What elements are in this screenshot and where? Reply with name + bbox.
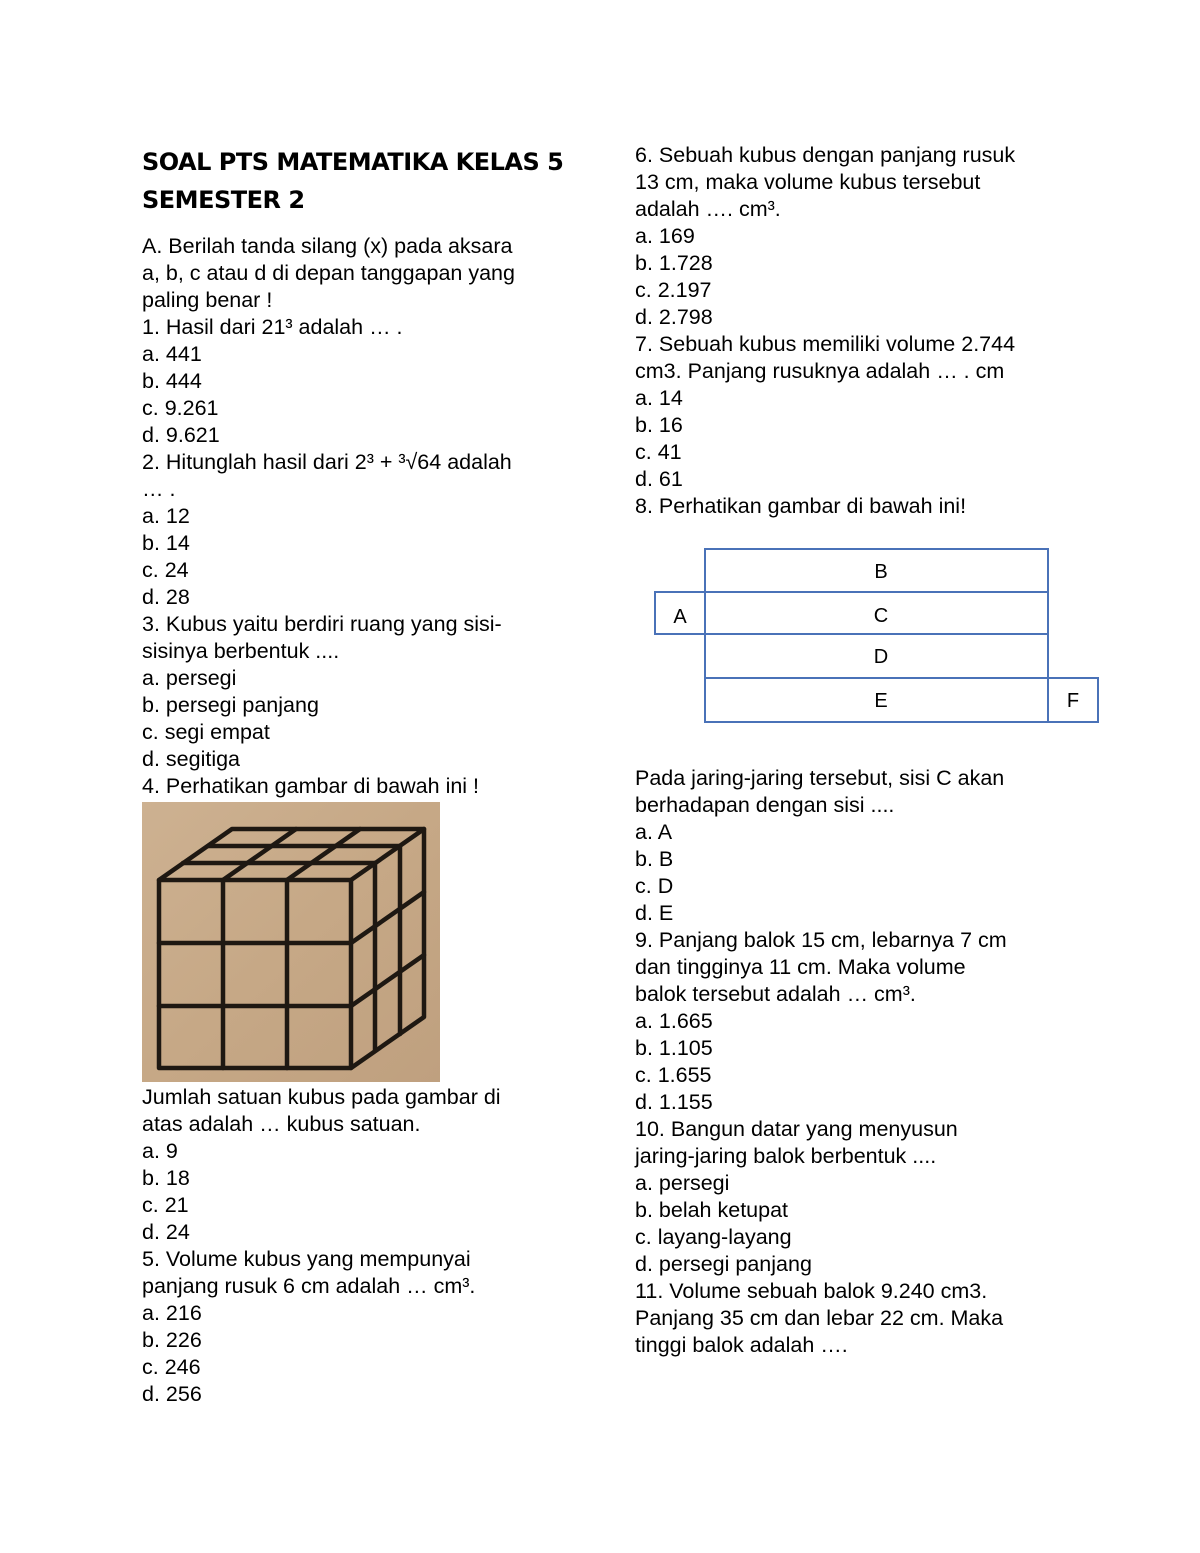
text-line: 2. Hitunglah hasil dari 2³ + ³√64 adalah	[142, 450, 512, 474]
text-line: berhadapan dengan sisi ....	[635, 793, 895, 817]
text-line: b. B	[635, 847, 674, 871]
text-line: c. 24	[142, 558, 189, 582]
document-title	[142, 143, 582, 219]
text-line: d. segitiga	[142, 747, 241, 771]
text-line: a. persegi	[142, 666, 237, 690]
text-line: d. 9.621	[142, 423, 220, 447]
text-line: b. 226	[142, 1328, 202, 1352]
text-line: d. E	[635, 901, 674, 925]
text-line: a. 12	[142, 504, 190, 528]
text-line: 10. Bangun datar yang menyusun	[635, 1117, 958, 1141]
text-line: a. A	[635, 820, 673, 844]
text-line: c. 1.655	[635, 1063, 712, 1087]
text-line: b. 1.728	[635, 251, 713, 275]
text-line: d. 28	[142, 585, 190, 609]
text-line: 8. Perhatikan gambar di bawah ini!	[635, 494, 967, 518]
text-line: d. 2.798	[635, 305, 713, 329]
net-label-c: C	[873, 605, 889, 627]
text-line: 3. Kubus yaitu berdiri ruang yang sisi-	[142, 612, 502, 636]
net-label-f: F	[1066, 690, 1080, 712]
text-line: 11. Volume sebuah balok 9.240 cm3.	[635, 1279, 988, 1303]
text-line: a. 14	[635, 386, 683, 410]
left-column-bottom	[142, 1084, 582, 1408]
text-line: d. persegi panjang	[635, 1252, 812, 1276]
text-line: jaring-jaring balok berbentuk ....	[635, 1144, 937, 1168]
text-line: c. 2.197	[635, 278, 712, 302]
text-line: b. 14	[142, 531, 190, 555]
text-line: b. belah ketupat	[635, 1198, 789, 1222]
text-line: a. persegi	[635, 1171, 730, 1195]
title-line-2: SEMESTER 2	[142, 186, 305, 214]
text-line: a, b, c atau d di depan tanggapan yang	[142, 261, 515, 285]
text-line: c. segi empat	[142, 720, 270, 744]
text-line: a. 169	[635, 224, 695, 248]
text-line: a. 1.665	[635, 1009, 713, 1033]
text-line: c. 246	[142, 1355, 201, 1379]
text-line: A. Berilah tanda silang (x) pada aksara	[142, 234, 513, 258]
text-line: c. 21	[142, 1193, 189, 1217]
text-line: d. 1.155	[635, 1090, 713, 1114]
net-label-a: A	[673, 606, 687, 628]
text-line: d. 256	[142, 1382, 202, 1406]
text-line: 7. Sebuah kubus memiliki volume 2.744	[635, 332, 1016, 356]
text-line: b. persegi panjang	[142, 693, 319, 717]
text-line: balok tersebut adalah … cm³.	[635, 982, 916, 1006]
text-line: d. 61	[635, 467, 683, 491]
text-line: tinggi balok adalah ….	[635, 1333, 848, 1357]
title-line-1: SOAL PTS MATEMATIKA KELAS 5	[142, 148, 564, 176]
text-line: cm3. Panjang rusuknya adalah … . cm	[635, 359, 1005, 383]
text-line: 1. Hasil dari 21³ adalah … .	[142, 315, 403, 339]
text-line: 9. Panjang balok 15 cm, lebarnya 7 cm	[635, 928, 1007, 952]
cube-figure	[142, 802, 440, 1082]
text-line: adalah …. cm³.	[635, 197, 781, 221]
text-line: b. 444	[142, 369, 202, 393]
text-line: Panjang 35 cm dan lebar 22 cm. Maka	[635, 1306, 1004, 1330]
text-line: 5. Volume kubus yang mempunyai	[142, 1247, 471, 1271]
text-line: 4. Perhatikan gambar di bawah ini !	[142, 774, 480, 798]
text-line: a. 9	[142, 1139, 178, 1163]
text-line: Jumlah satuan kubus pada gambar di	[142, 1085, 501, 1109]
left-column-top	[142, 233, 582, 800]
text-line: c. D	[635, 874, 674, 898]
text-line: atas adalah … kubus satuan.	[142, 1112, 421, 1136]
text-line: b. 18	[142, 1166, 190, 1190]
text-line: 6. Sebuah kubus dengan panjang rusuk	[635, 143, 1016, 167]
text-line: b. 1.105	[635, 1036, 713, 1060]
text-line: c. layang-layang	[635, 1225, 792, 1249]
net-label-d: D	[873, 646, 889, 668]
text-line: a. 216	[142, 1301, 202, 1325]
text-line: d. 24	[142, 1220, 190, 1244]
net-label-e: E	[874, 690, 888, 712]
text-line: 13 cm, maka volume kubus tersebut	[635, 170, 981, 194]
text-line: Pada jaring-jaring tersebut, sisi C akan	[635, 766, 1005, 790]
text-line: a. 441	[142, 342, 202, 366]
text-line: c. 41	[635, 440, 682, 464]
text-line: b. 16	[635, 413, 683, 437]
text-line: panjang rusuk 6 cm adalah … cm³.	[142, 1274, 476, 1298]
cuboid-net-figure	[654, 548, 1100, 724]
text-line: dan tingginya 11 cm. Maka volume	[635, 955, 966, 979]
text-line: c. 9.261	[142, 396, 219, 420]
text-line: … .	[142, 477, 176, 501]
net-label-b: B	[874, 561, 888, 583]
text-line: paling benar !	[142, 288, 273, 312]
right-column-top	[635, 142, 1115, 520]
right-column-bottom	[635, 765, 1115, 1359]
text-line: sisinya berbentuk ....	[142, 639, 340, 663]
